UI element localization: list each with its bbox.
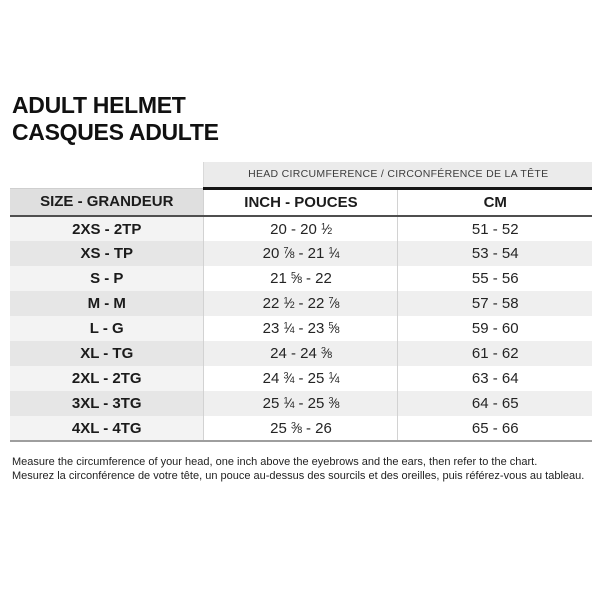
inch-cell: 22 $^1$⁄2 - 22 $^7$⁄8 bbox=[204, 291, 398, 316]
table-row bbox=[10, 366, 592, 391]
head-circumference-band-row bbox=[10, 162, 592, 188]
size-cell: 4XL - 4TG bbox=[10, 416, 204, 441]
page-title-line-en: ADULT HELMET bbox=[12, 92, 186, 118]
inch-cell: 20 $^7$⁄8 - 21 $^1$⁄4 bbox=[204, 241, 398, 266]
size-cell: 3XL - 3TG bbox=[10, 391, 204, 416]
inch-cell: 24 $^3$⁄4 - 25 $^1$⁄4 bbox=[204, 366, 398, 391]
band-spacer-cell bbox=[10, 162, 204, 188]
cm-cell: 63 - 64 bbox=[398, 366, 592, 391]
helmet-size-table bbox=[10, 162, 592, 442]
size-cell: L - G bbox=[10, 316, 204, 341]
table-row bbox=[10, 291, 592, 316]
size-cell: M - M bbox=[10, 291, 204, 316]
inch-cell: 21 $^5$⁄8 - 22 bbox=[204, 266, 398, 291]
page-title-line-fr: CASQUES ADULTE bbox=[12, 119, 219, 145]
size-cell: 2XL - 2TG bbox=[10, 366, 204, 391]
table-row bbox=[10, 216, 592, 241]
measurement-instructions bbox=[12, 455, 600, 483]
size-cell: 2XS - 2TP bbox=[10, 216, 204, 241]
table-row bbox=[10, 241, 592, 266]
column-header-row bbox=[10, 188, 592, 216]
page-title bbox=[12, 92, 600, 146]
cm-cell: 55 - 56 bbox=[398, 266, 592, 291]
column-header-inch: INCH - POUCES bbox=[204, 188, 398, 216]
cm-cell: 57 - 58 bbox=[398, 291, 592, 316]
column-header-size: SIZE - GRANDEUR bbox=[10, 188, 204, 216]
size-cell: S - P bbox=[10, 266, 204, 291]
table-row bbox=[10, 341, 592, 366]
cm-cell: 65 - 66 bbox=[398, 416, 592, 441]
inch-cell: 25 $^1$⁄4 - 25 $^3$⁄8 bbox=[204, 391, 398, 416]
column-header-cm: CM bbox=[398, 188, 592, 216]
table-row bbox=[10, 391, 592, 416]
inch-cell: 20 - 20 $^1$⁄2 bbox=[204, 216, 398, 241]
size-cell: XL - TG bbox=[10, 341, 204, 366]
instruction-fr: Mesurez la circonférence de votre tête, un pouce au-dessus des sourcils et des oreilles, puis référez-vous au tableau. bbox=[12, 470, 585, 482]
table-row bbox=[10, 266, 592, 291]
table-row bbox=[10, 416, 592, 441]
cm-cell: 59 - 60 bbox=[398, 316, 592, 341]
cm-cell: 51 - 52 bbox=[398, 216, 592, 241]
table-row bbox=[10, 316, 592, 341]
head-circumference-band: HEAD CIRCUMFERENCE / CIRCONFÉRENCE DE LA TÊTE bbox=[204, 162, 592, 188]
size-cell: XS - TP bbox=[10, 241, 204, 266]
inch-cell: 25 $^3$⁄8 - 26 bbox=[204, 416, 398, 441]
inch-cell: 24 - 24 $^3$⁄8 bbox=[204, 341, 398, 366]
inch-cell: 23 $^1$⁄4 - 23 $^5$⁄8 bbox=[204, 316, 398, 341]
cm-cell: 53 - 54 bbox=[398, 241, 592, 266]
cm-cell: 61 - 62 bbox=[398, 341, 592, 366]
instruction-en: Measure the circumference of your head, one inch above the eyebrows and the ears, then refer to the chart. bbox=[12, 456, 538, 468]
cm-cell: 64 - 65 bbox=[398, 391, 592, 416]
